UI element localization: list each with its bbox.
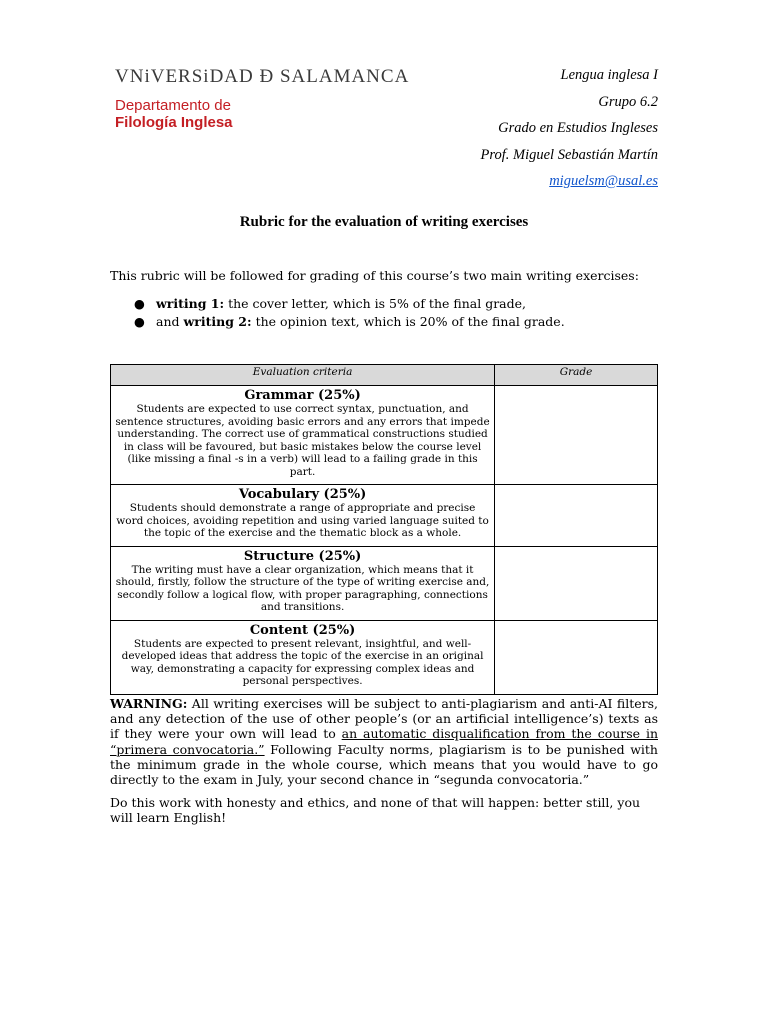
table-row [111, 546, 658, 620]
criterion-title: Content (25%) [249, 622, 356, 638]
criterion-title: Grammar (25%) [244, 388, 361, 403]
table-row [111, 386, 658, 485]
bullet-list [134, 295, 654, 331]
rubric-table [110, 364, 658, 695]
warning-text-before: All writing exercises will be subject to anti-plagiarism and anti-AI filters, and any detection of the use of other people’s (or an artificial intelligence’s) texts as if they were your own will lead to [110, 696, 658, 742]
closing-paragraph: Do this work with honesty and ethics, and none of that will happen: better still, you will learn English! [110, 795, 641, 826]
department-name-line2: Filología Inglesa [115, 114, 233, 131]
bullet-label: writing 2: [183, 314, 252, 329]
course-degree: Grado en Estudios Ingleses [498, 120, 658, 136]
criterion-description: The writing must have a clear organization, which means that it should, firstly, follow the structure of the type of writing exercise and, secondly follow a logical flow, with proper paragraphing, connections and transitions. [115, 563, 490, 613]
grade-cell [495, 620, 658, 694]
warning-text-after: Following Faculty norms, plagiarism is to be punished with the minimum grade in the whole course, which means that you would have to go directly to the exam in July, your second chance in “segunda convocatoria.” [110, 741, 658, 788]
intro-paragraph: This rubric will be followed for grading of this course’s two main writing exercises: [110, 268, 639, 283]
grade-cell [495, 546, 658, 620]
criterion-description: Students should demonstrate a range of appropriate and precise word choices, avoiding repetition and using varied language suited to the topic of the exercise and the thematic block as a whole. [116, 502, 489, 539]
criterion-description: Students are expected to present relevant, insightful, and well-developed ideas that address the topic of the exercise in an original way, demonstrating a capacity for expressing complex ideas and personal perspectives. [121, 637, 484, 687]
course-group: Grupo 6.2 [598, 93, 658, 110]
list-item: ● writing 1: the cover letter, which is 5% of the final grade, [134, 296, 526, 311]
criteria-column-header: Evaluation criteria [111, 365, 495, 386]
table-header-row [111, 365, 658, 386]
warning-label: WARNING: [110, 696, 188, 711]
university-logo [115, 66, 409, 132]
criteria-cell [111, 386, 495, 485]
table-row [111, 620, 658, 694]
criteria-cell [111, 620, 495, 694]
grade-column-header: Grade [495, 365, 658, 386]
warning-paragraph [110, 696, 658, 787]
bullet-icon: ● [134, 296, 145, 311]
university-name: VNiVERSiDAD Ð SALAMANCA [115, 66, 410, 87]
grade-cell [495, 386, 658, 485]
criterion-description: Students are expected to use correct syntax, punctuation, and sentence structures, avoiding basic errors and any errors that impede understanding. The correct use of grammatical constructions studied in class will be favoured, but basic mistakes below the course level (like missing a final -s in a verb) will lead to a failing grade in this part. [115, 403, 490, 478]
criteria-cell [111, 546, 495, 620]
course-info [481, 64, 658, 197]
criterion-title: Vocabulary (25%) [238, 487, 367, 502]
criteria-cell [111, 485, 495, 547]
document-title: Rubric for the evaluation of writing exercises [239, 214, 529, 230]
warning-underlined-text: an automatic disqualification from the course in “primera convocatoria.” [110, 726, 658, 757]
bullet-icon: ● [134, 314, 145, 329]
grade-cell [495, 485, 658, 547]
course-subject: Lengua inglesa I [560, 67, 658, 83]
table-row [111, 485, 658, 547]
professor-email-link[interactable]: miguelsm@usal.es [549, 173, 658, 189]
bullet-label: writing 1: [156, 296, 225, 311]
criterion-title: Structure (25%) [243, 548, 362, 564]
list-item: ● and writing 2: the opinion text, which is 20% of the final grade. [134, 314, 565, 329]
course-professor: Prof. Miguel Sebastián Martín [480, 146, 658, 163]
department-name-line1: Departamento de [115, 97, 231, 114]
